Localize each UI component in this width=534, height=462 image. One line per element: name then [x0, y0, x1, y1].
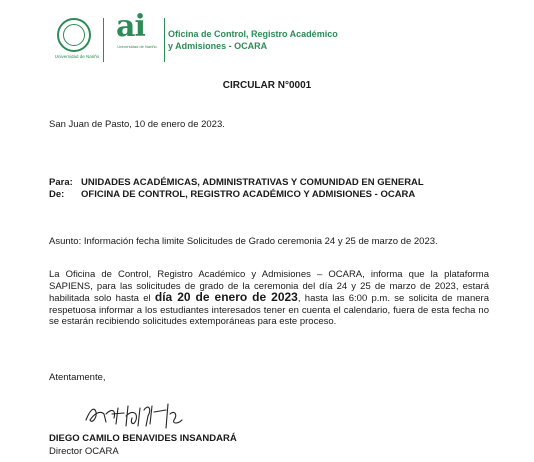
- ai-logo-subtext: Universidad de Nariño: [117, 44, 157, 49]
- body-text-2: , hasta las 6:00 p.m. se solicita de manera respetuosa informar a los estudiantes interesados tener en cuenta el calendario, fuera de esta fecha no se estarán recibiendo solicitudes extemporáneas para este proceso.: [49, 293, 489, 327]
- ai-logo: ai: [116, 9, 145, 44]
- signer-name: DIEGO CAMILO BENAVIDES INSANDARÁ: [49, 433, 237, 444]
- de-label: De:: [49, 188, 65, 200]
- para-label: Para:: [49, 177, 73, 188]
- office-title-line1: Oficina de Control, Registro Académico: [168, 29, 338, 39]
- office-title-line2: y Admisiones - OCARA: [168, 41, 268, 51]
- document-title: CIRCULAR N°0001: [222, 80, 312, 91]
- office-title: [168, 28, 368, 52]
- para-line: [49, 177, 489, 189]
- header-divider: [103, 18, 104, 62]
- handwritten-signature: [82, 400, 192, 432]
- university-name: Universidad de Nariño: [54, 54, 100, 59]
- subject-line: Asunto: Información fecha limite Solicitudes de Grado ceremonia 24 y 25 de marzo de 2023.: [49, 236, 438, 247]
- closing-text: Atentamente,: [49, 372, 106, 383]
- university-seal-logo: [57, 18, 91, 52]
- de-value: OFICINA DE CONTROL, REGISTRO ACADÉMICO Y ADMISIONES - OCARA: [81, 188, 416, 200]
- date-line: San Juan de Pasto, 10 de enero de 2023.: [49, 119, 225, 130]
- body-highlight-date: día 20 de enero de 2023: [154, 290, 298, 304]
- header-divider-2: [164, 18, 165, 62]
- body-text-1: La Oficina de Control, Registro Académico y Admisiones – OCARA, informa que la plataforma SAPIENS, para las solicitudes de grado de la ceremonia del día 24 y 25 de marzo de 2023, estará habilitada solo hasta el: [49, 269, 489, 304]
- recipients-block: [49, 177, 489, 200]
- para-value: UNIDADES ACADÉMICAS, ADMINISTRATIVAS Y COMUNIDAD EN GENERAL: [81, 177, 424, 188]
- body-paragraph: [49, 269, 489, 328]
- de-line: [49, 189, 489, 201]
- seal-inner-ring: [63, 24, 85, 46]
- signer-role: Director OCARA: [49, 446, 119, 457]
